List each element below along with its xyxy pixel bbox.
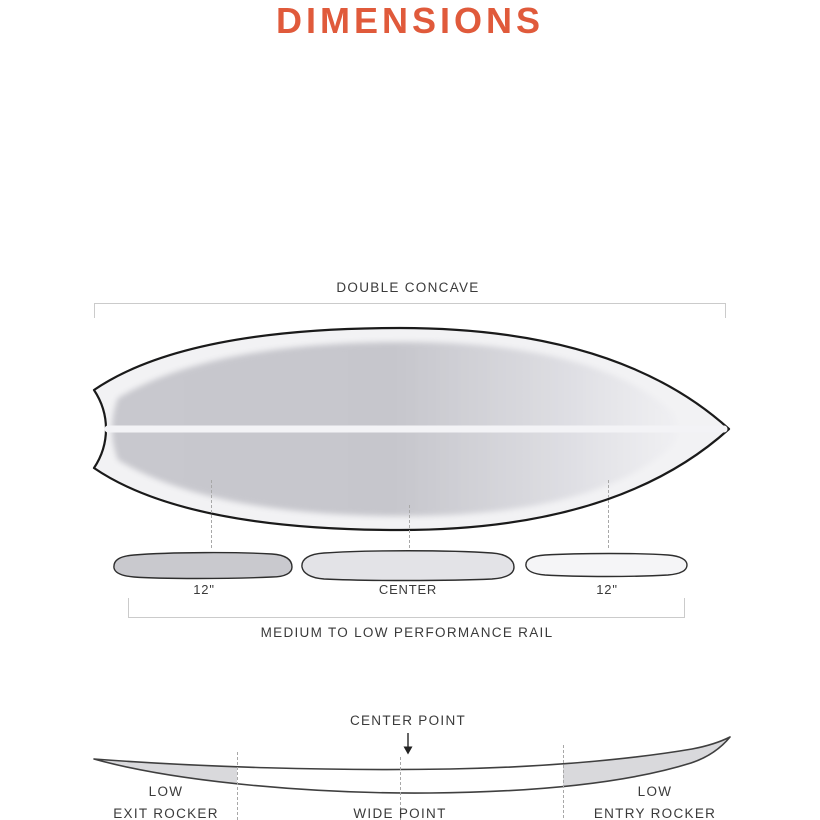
dashed-line-board-center bbox=[409, 505, 410, 548]
exit-rocker-label-line1: LOW bbox=[148, 784, 184, 799]
rail-cross-section-right bbox=[526, 554, 687, 577]
entry-rocker-label-line1: LOW bbox=[637, 784, 673, 799]
rail-left-label: 12" bbox=[193, 582, 215, 597]
exit-rocker-label-line2: EXIT ROCKER bbox=[113, 806, 219, 820]
page-title: DIMENSIONS bbox=[275, 0, 545, 41]
rail-cross-section-center bbox=[302, 551, 514, 581]
performance-rail-bracket bbox=[128, 598, 685, 618]
wide-point-label: WIDE POINT bbox=[353, 806, 447, 820]
rail-cross-section-left bbox=[114, 553, 292, 579]
double-concave-bracket bbox=[94, 303, 726, 318]
rail-center-label: CENTER bbox=[378, 582, 438, 597]
dashed-line-rocker-exit bbox=[237, 752, 238, 820]
performance-rail-label: MEDIUM TO LOW PERFORMANCE RAIL bbox=[260, 625, 554, 640]
center-point-label: CENTER POINT bbox=[349, 713, 467, 728]
down-arrow-icon bbox=[404, 733, 413, 755]
dashed-line-rocker-entry bbox=[563, 745, 564, 818]
dashed-line-board-right bbox=[608, 480, 609, 548]
dashed-line-board-left bbox=[211, 480, 212, 548]
entry-rocker-label-line2: ENTRY ROCKER bbox=[593, 806, 717, 820]
double-concave-label: DOUBLE CONCAVE bbox=[336, 280, 480, 295]
rail-right-label: 12" bbox=[596, 582, 618, 597]
